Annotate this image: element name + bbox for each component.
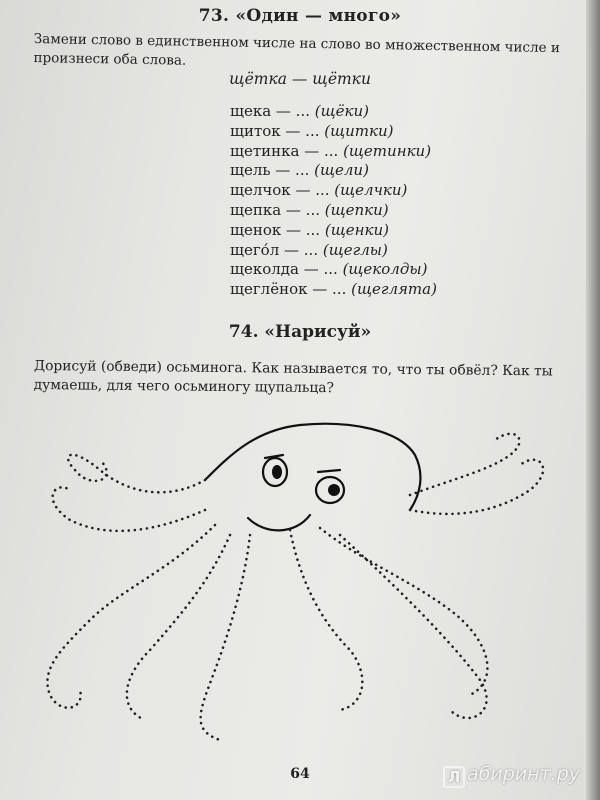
word-item: щиток — ... (щитки) [230, 121, 394, 140]
exercise-74-instruction: Дорисуй (обведи) осьминога. Как называется то, что ты обвёл? Как ты думаешь, для чего осьминогу щупальца? [33, 357, 553, 397]
exercise-73-instruction: Замени слово в единственном числе на слово во множественном числе и произнеси оба слова. [33, 30, 561, 69]
exercise-73-example: щётка — щётки [229, 70, 371, 88]
octopus-tentacles-dotted [47, 434, 543, 740]
exercise-73-title: 73. «Один — много» [198, 6, 402, 26]
word-list [230, 102, 490, 300]
word-item: щека — ... (щёки) [230, 102, 369, 120]
word-item: щепка — ... (щепки) [230, 200, 389, 219]
octopus-head [205, 424, 420, 531]
octopus-pupils [272, 465, 340, 496]
word-item: щель — ... (щели) [230, 161, 369, 180]
word-item: щеколда — ... (щеколды) [230, 260, 428, 279]
word-item: щенок — ... (щенки) [230, 220, 389, 239]
labirint-watermark [443, 763, 580, 788]
exercise-74-title: 74. «Нарисуй» [228, 322, 372, 342]
word-item: щетинка — ... (щетинки) [230, 141, 432, 160]
labirint-logo-icon: Л [443, 766, 465, 788]
octopus-drawing [0, 410, 600, 760]
word-item: щелчок — ... (щелчки) [230, 181, 408, 200]
page-number: 64 [290, 766, 310, 782]
watermark-text: абиринт.ру [467, 763, 580, 785]
word-item: щего́л — ... (щеглы) [230, 240, 388, 259]
word-item: щеглёнок — ... (щеглята) [230, 280, 437, 299]
